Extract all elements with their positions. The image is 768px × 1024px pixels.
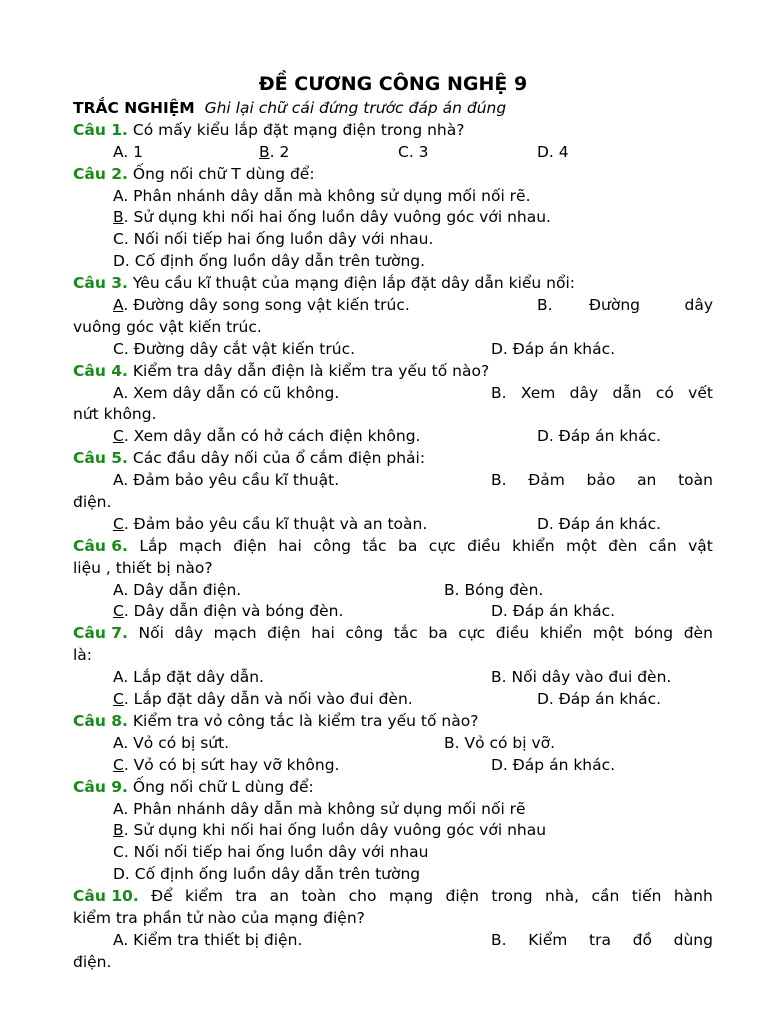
word: bóng	[634, 624, 674, 643]
word: đồ	[632, 930, 652, 949]
word: cực	[428, 536, 456, 555]
word: tắc	[393, 624, 418, 643]
question-number: Câu 1.	[73, 120, 128, 139]
question-6-options-ab	[73, 580, 713, 602]
question-4-options-cd	[73, 426, 713, 448]
word: công	[313, 536, 351, 555]
word: toàn	[301, 887, 337, 906]
question-text: Có mấy kiểu lắp đặt mạng điện trong nhà?	[127, 120, 465, 139]
word: mạch	[213, 624, 257, 643]
word: an	[637, 471, 657, 490]
word: dây	[174, 624, 204, 643]
word: điện	[233, 536, 267, 555]
word: tắc	[362, 536, 387, 555]
question-1	[73, 120, 713, 142]
option-c: C. Đường dây cắt vật kiến trúc.	[113, 339, 356, 358]
option-text: . Sử dụng khi nối hai ống luồn dây vuông góc với nhau	[123, 821, 547, 840]
option-b-word: dây	[684, 296, 713, 315]
word: hai	[278, 536, 302, 555]
option-text: . 2	[269, 142, 290, 161]
question-number: Câu 10.	[73, 887, 139, 906]
option-b-continuation: điện.	[73, 952, 112, 971]
word: khiển	[512, 536, 555, 555]
word: mạch	[178, 536, 222, 555]
question-5-options-cd	[73, 514, 713, 536]
word: điện	[445, 887, 480, 906]
question-text-continuation: kiểm tra phần tử nào của mạng điện?	[73, 908, 365, 927]
question-6	[73, 536, 713, 558]
word: tra	[589, 930, 611, 949]
word: Lắp	[139, 536, 168, 555]
option-a: A. Vỏ có bị sứt.	[113, 733, 230, 752]
question-4	[73, 361, 713, 383]
answer-letter: C	[113, 602, 124, 621]
answer-letter: B	[113, 208, 124, 227]
option-a: A. Lắp đặt dây dẫn.	[113, 668, 264, 687]
word: vết	[688, 383, 713, 402]
option-text: . Xem dây dẫn có hở cách điện không.	[123, 427, 421, 446]
word: tiến	[631, 887, 662, 906]
question-text: Các đầu dây nối của ổ cắm điện phải:	[127, 449, 426, 468]
answer-letter: C	[113, 514, 124, 533]
option-b	[491, 930, 713, 952]
question-5-options-ab	[73, 470, 713, 492]
option-b-continuation: vuông góc vật kiến trúc.	[73, 317, 262, 336]
option-b: B. Bóng đèn.	[444, 580, 544, 599]
answer-letter: A	[113, 296, 124, 315]
option-b: B. Nối dây vào đui đèn.	[491, 668, 672, 687]
answer-letter: C	[113, 690, 124, 709]
question-7	[73, 623, 713, 645]
question-number: Câu 9.	[73, 777, 128, 796]
question-number: Câu 7.	[73, 624, 128, 643]
answer-letter: B	[259, 142, 270, 161]
question-text-continuation: liệu , thiết bị nào?	[73, 558, 213, 577]
word: dùng	[673, 930, 713, 949]
word: Xem	[520, 383, 556, 402]
exam-page	[73, 70, 713, 974]
word: hai	[311, 624, 335, 643]
option-a: A. Kiểm tra thiết bị điện.	[113, 930, 303, 949]
word: cho	[348, 887, 377, 906]
question-text: Kiểm tra vỏ công tắc là kiểm tra yếu tố nào?	[127, 711, 479, 730]
word: đèn	[683, 624, 713, 643]
page-title: ĐỀ CƯƠNG CÔNG NGHỆ 9	[258, 73, 528, 95]
option-d: D. Đáp án khác.	[537, 514, 662, 533]
question-number: Câu 3.	[73, 274, 128, 293]
option-text: . Đường dây song song vật kiến trúc.	[123, 296, 410, 315]
word: dẫn	[612, 383, 642, 402]
option-c: C. Nối nối tiếp hai ống luồn dây với nhau	[113, 843, 429, 862]
word: ba	[398, 536, 418, 555]
option-d: D. Đáp án khác.	[491, 339, 616, 358]
question-8	[73, 711, 713, 733]
word: Để	[151, 887, 173, 906]
word: dây	[569, 383, 599, 402]
option-a: A. Xem dây dẫn có cũ không.	[113, 383, 340, 402]
question-number: Câu 8.	[73, 711, 128, 730]
question-8-options-cd	[73, 755, 713, 777]
word: B.	[491, 930, 507, 949]
option-c	[113, 601, 343, 623]
option-d: D. Cố định ống luồn dây dẫn trên tường	[113, 865, 421, 884]
word: B.	[491, 383, 507, 402]
option-d: D. Đáp án khác.	[537, 427, 662, 446]
answer-letter: B	[113, 821, 124, 840]
question-6-options-cd	[73, 601, 713, 623]
question-7-options-ab	[73, 667, 713, 689]
option-b-word: Đường	[589, 296, 640, 315]
question-10	[73, 886, 713, 908]
option-a: A. Phân nhánh dây dẫn mà không sử dụng mối nối rẽ	[113, 799, 526, 818]
word: vật	[688, 536, 713, 555]
option-c	[113, 755, 339, 777]
question-4-options-ab	[73, 383, 713, 405]
question-text: Ống nối chữ T dùng để:	[127, 164, 315, 183]
question-text: Yêu cầu kĩ thuật của mạng điện lắp đặt dây dẫn kiểu nổi:	[127, 274, 576, 293]
option-text: . Sử dụng khi nối hai ống luồn dây vuông góc với nhau.	[123, 208, 551, 227]
word: ba	[428, 624, 448, 643]
option-b-continuation: nứt không.	[73, 405, 157, 424]
question-10-options-ab	[73, 930, 713, 952]
word: hành	[673, 887, 713, 906]
option-c	[113, 514, 427, 536]
word: bảo	[586, 471, 616, 490]
option-a: A. Phân nhánh dây dẫn mà không sử dụng mối nối rẽ.	[113, 186, 531, 205]
section-heading	[73, 98, 713, 120]
option-b	[491, 383, 713, 405]
question-8-options-ab	[73, 733, 713, 755]
option-c	[113, 426, 420, 448]
option-d: D. 4	[537, 142, 569, 161]
question-text: Kiểm tra dây dẫn điện là kiểm tra yếu tố nào?	[127, 361, 490, 380]
word: cần	[648, 536, 677, 555]
section-label: TRẮC NGHIỆM	[73, 99, 195, 117]
option-c: C. Nối nối tiếp hai ống luồn dây với nhau.	[113, 230, 434, 249]
option-b-word: B.	[537, 296, 553, 315]
option-b	[259, 142, 289, 164]
word: B.	[491, 471, 507, 490]
question-number: Câu 2.	[73, 164, 128, 183]
word: một	[566, 536, 597, 555]
question-3-options-ab	[73, 295, 713, 317]
word: Kiểm	[528, 930, 568, 949]
word: toàn	[678, 471, 713, 490]
question-text: Ống nối chữ L dùng để:	[127, 777, 314, 796]
option-a: A. Đảm bảo yêu cầu kĩ thuật.	[113, 471, 340, 490]
word: khiển	[539, 624, 583, 643]
option-a: A. Dây dẫn điện.	[113, 580, 242, 599]
option-text: . Lắp đặt dây dẫn và nối vào đui đèn.	[123, 690, 413, 709]
word: trong	[491, 887, 533, 906]
section-instruction: Ghi lại chữ cái đứng trước đáp án đúng	[204, 99, 507, 117]
answer-letter: C	[113, 755, 124, 774]
option-b: B. Vỏ có bị vỡ.	[444, 733, 556, 752]
answer-letter: C	[113, 427, 124, 446]
word: Nối	[138, 624, 164, 643]
word: một	[592, 624, 624, 643]
word: kiểm	[185, 887, 223, 906]
option-c: C. 3	[398, 142, 429, 161]
option-a	[113, 295, 410, 317]
option-b	[73, 207, 713, 229]
question-number: Câu 5.	[73, 449, 128, 468]
question-number: Câu 6.	[73, 536, 128, 555]
word: cực	[458, 624, 486, 643]
question-text-continuation: là:	[73, 646, 93, 665]
question-9	[73, 777, 713, 799]
question-3	[73, 273, 713, 295]
question-1-options	[73, 142, 713, 164]
word: điều	[467, 536, 501, 555]
option-text: . Đảm bảo yêu cầu kĩ thuật và an toàn.	[123, 514, 428, 533]
option-b	[73, 820, 713, 842]
word: cần	[591, 887, 620, 906]
question-3-options-cd	[73, 339, 713, 361]
option-d: D. Đáp án khác.	[491, 602, 616, 621]
word: công	[345, 624, 384, 643]
option-d: D. Đáp án khác.	[491, 755, 616, 774]
option-text: . Dây dẫn điện và bóng đèn.	[123, 602, 344, 621]
word: điều	[495, 624, 530, 643]
word: đèn	[608, 536, 638, 555]
question-number: Câu 4.	[73, 361, 128, 380]
option-d: D. Đáp án khác.	[537, 690, 662, 709]
option-d: D. Cố định ống luồn dây dẫn trên tường.	[113, 252, 426, 271]
question-7-options-cd	[73, 689, 713, 711]
option-b-continuation: điện.	[73, 493, 112, 512]
word: điện	[267, 624, 301, 643]
option-a: A. 1	[113, 142, 144, 161]
option-c	[113, 689, 413, 711]
word: mạng	[388, 887, 434, 906]
word: nhà,	[545, 887, 580, 906]
question-2	[73, 164, 713, 186]
question-5	[73, 448, 713, 470]
word: có	[655, 383, 674, 402]
word: Đảm	[528, 471, 565, 490]
option-text: . Vỏ có bị sứt hay vỡ không.	[123, 755, 340, 774]
word: an	[269, 887, 289, 906]
option-b	[491, 470, 713, 492]
word: tra	[235, 887, 258, 906]
